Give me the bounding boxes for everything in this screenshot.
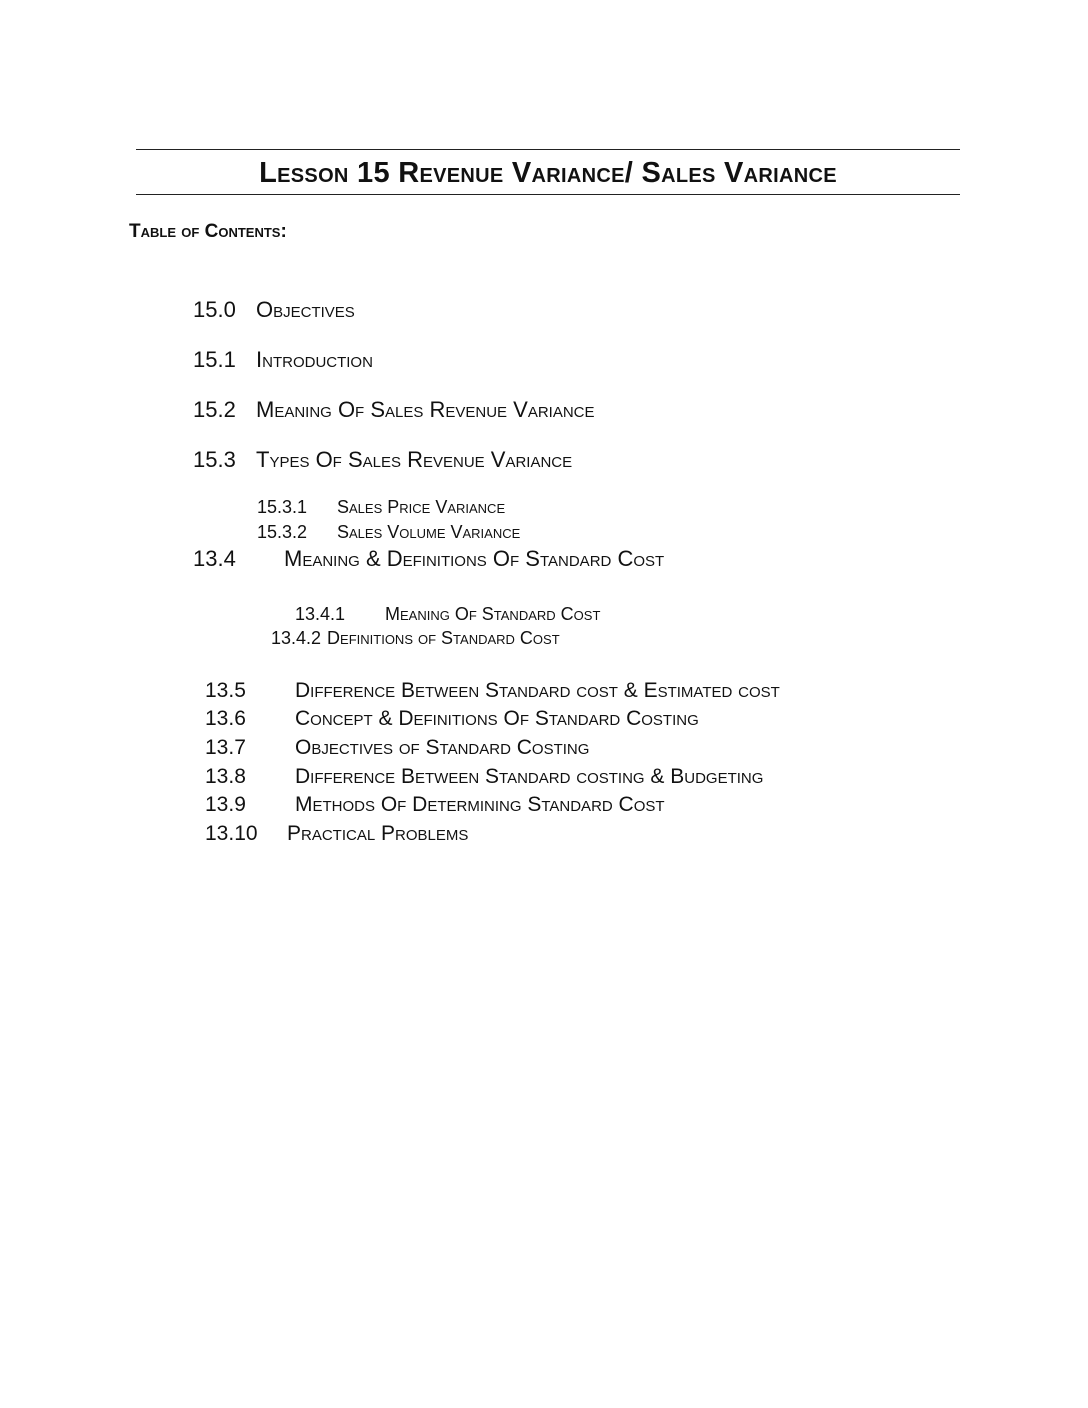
toc-entry-text: Objectives of Standard Costing [295,736,590,759]
toc-entry-number: 13.4 [193,546,236,571]
toc-entry-15-2 [193,399,595,421]
toc-entry-text: Difference Between Standard costing & Budgeting [295,765,764,788]
lesson-title: Lesson 15 Revenue Variance/ Sales Variance [259,157,837,189]
toc-entry-text: Concept & Definitions Of Standard Costing [295,707,699,730]
toc-entry-number: 13.5 [205,679,246,702]
toc-entry-text: Introduction [256,347,373,372]
toc-entry-number: 13.4.2 [271,628,322,648]
toc-entry-number: 13.7 [205,736,246,759]
toc-entry-number: 13.8 [205,765,246,788]
toc-entry-number: 15.2 [193,397,236,422]
toc-entry-text: Meaning & Definitions Of Standard Cost [284,546,665,571]
toc-entry-13-6 [205,708,699,729]
toc-entry-15-3 [193,449,572,471]
toc-entry-15-1 [193,349,373,371]
toc-entry-13-8 [205,766,763,787]
toc-entry-text: Objectives [256,297,355,322]
toc-entry-text: Sales Price Variance [337,497,506,517]
toc-entry-13-5 [205,680,780,701]
toc-entry-number: 13.10 [205,822,258,845]
toc-entry-13-10 [205,823,468,844]
toc-entry-text: Types Of Sales Revenue Variance [256,447,573,472]
toc-entry-text: Difference Between Standard cost & Estimated cost [295,679,780,702]
toc-entry-number: 15.0 [193,297,236,322]
toc-entry-number: 15.3 [193,447,236,472]
toc-entry-13-4-1 [295,605,600,623]
toc-entry-text: Meaning Of Sales Revenue Variance [256,397,595,422]
toc-entry-number: 13.9 [205,793,246,816]
toc-entry-text: Practical Problems [287,822,469,845]
toc-heading: Table of Contents: [129,221,287,242]
toc-entry-13-4-2 [271,629,560,647]
toc-entry-text: Sales Volume Variance [337,522,521,542]
toc-entry-15-3-1 [257,498,505,516]
toc-entry-13-4 [193,548,664,570]
toc-entry-13-7 [205,737,589,758]
toc-entry-number: 13.4.1 [295,604,346,624]
toc-entry-text: Meaning Of Standard Cost [385,604,601,624]
toc-entry-15-0 [193,299,355,321]
toc-entry-text: Definitions of Standard Cost [327,628,560,648]
toc-entry-13-9 [205,794,665,815]
toc-entry-number: 15.3.1 [257,497,308,517]
toc-entry-number: 15.1 [193,347,236,372]
toc-entry-15-3-2 [257,523,520,541]
toc-entry-number: 15.3.2 [257,522,308,542]
title-top-rule [136,149,960,150]
toc-entry-number: 13.6 [205,707,246,730]
title-bottom-rule [136,194,960,195]
toc-entry-text: Methods Of Determining Standard Cost [295,793,665,816]
